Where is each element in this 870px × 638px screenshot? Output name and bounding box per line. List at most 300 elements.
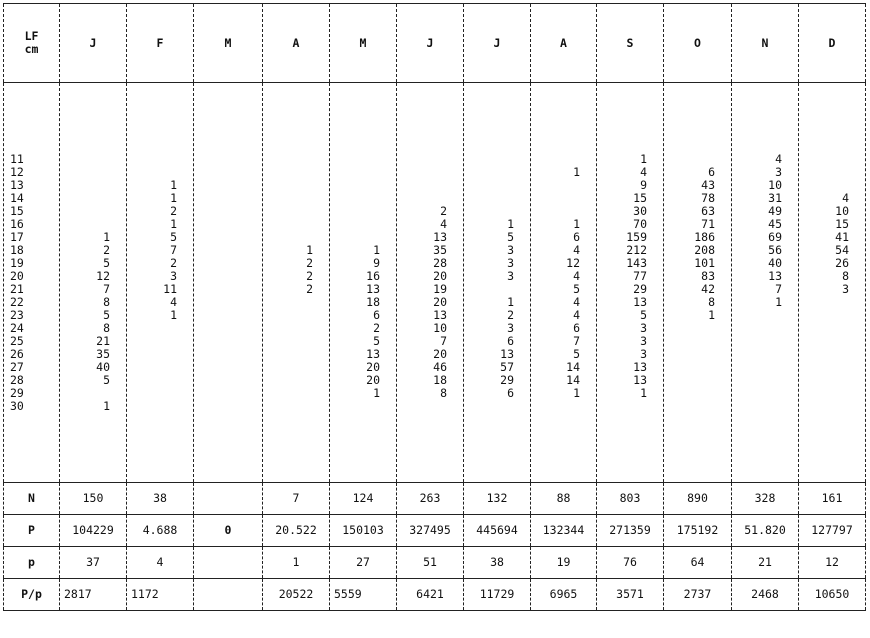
count-value: 49	[768, 203, 782, 218]
count-value	[732, 348, 782, 361]
count-value: 5	[507, 229, 514, 244]
lf-class-value: 18	[10, 242, 24, 257]
count-value: 4	[842, 190, 849, 205]
count-value: 5	[103, 372, 110, 387]
count-value: 3	[775, 164, 782, 179]
count-value	[664, 348, 715, 361]
count-value: 1	[507, 294, 514, 309]
summary-value: 38	[127, 483, 194, 515]
month-header: J	[464, 4, 531, 83]
summary-value: 124	[330, 483, 397, 515]
lf-class-value: 13	[10, 177, 24, 192]
count-value	[263, 348, 313, 361]
count-value: 1	[103, 229, 110, 244]
count-value: 20	[366, 372, 380, 387]
count-value: 6	[507, 385, 514, 400]
lf-class-value: 28	[10, 372, 24, 387]
count-value: 3	[640, 333, 647, 348]
count-value	[464, 283, 514, 296]
monthly-length-frequency-table-page	[1, 1, 869, 633]
month-count-column	[799, 83, 866, 483]
count-value: 10	[768, 177, 782, 192]
month-header: M	[194, 4, 263, 83]
row-label: p	[4, 547, 60, 579]
count-value	[799, 296, 849, 309]
p-count-row	[4, 547, 866, 579]
count-value: 10	[433, 320, 447, 335]
month-header: J	[397, 4, 464, 83]
length-frequency-table	[3, 3, 866, 611]
summary-value: 1172	[127, 579, 194, 611]
count-value: 143	[626, 255, 647, 270]
count-value: 7	[775, 281, 782, 296]
cm-unit-label: cm	[24, 42, 39, 56]
count-value	[732, 374, 782, 387]
count-value	[531, 153, 580, 166]
summary-value	[194, 579, 263, 611]
summary-value: 6421	[397, 579, 464, 611]
summary-value: 0	[194, 515, 263, 547]
count-value: 8	[708, 294, 715, 309]
count-value: 1	[507, 216, 514, 231]
count-value: 3	[507, 255, 514, 270]
count-value	[397, 166, 447, 179]
summary-value: 328	[732, 483, 799, 515]
lf-class-value: 20	[10, 268, 24, 283]
count-value: 5	[103, 255, 110, 270]
count-value	[732, 387, 782, 400]
lf-class-value: 30	[10, 398, 24, 413]
count-value	[732, 335, 782, 348]
count-value	[397, 153, 447, 166]
count-value: 14	[566, 359, 580, 374]
count-value: 26	[835, 255, 849, 270]
count-value: 9	[640, 177, 647, 192]
count-value: 4	[775, 151, 782, 166]
count-value	[330, 192, 380, 205]
summary-value: 104229	[60, 515, 127, 547]
summary-value: 150	[60, 483, 127, 515]
month-count-column	[531, 83, 597, 483]
count-value	[464, 166, 514, 179]
count-value: 1	[708, 307, 715, 322]
lf-label: LF	[24, 29, 39, 43]
row-label: N	[4, 483, 60, 515]
count-value: 1	[170, 307, 177, 322]
summary-value: 132	[464, 483, 531, 515]
count-value	[464, 192, 514, 205]
row-label: P/p	[4, 579, 60, 611]
count-value	[194, 231, 246, 244]
count-value: 13	[633, 294, 647, 309]
summary-value: 37	[60, 547, 127, 579]
count-value	[799, 361, 849, 374]
count-value: 41	[835, 229, 849, 244]
count-value	[799, 374, 849, 387]
count-value	[60, 387, 110, 400]
count-value	[397, 179, 447, 192]
count-value: 12	[566, 255, 580, 270]
count-value: 4	[440, 216, 447, 231]
count-value	[60, 166, 110, 179]
lf-class-value: 23	[10, 307, 24, 322]
count-value	[194, 348, 246, 361]
count-value	[464, 153, 514, 166]
count-value: 13	[433, 307, 447, 322]
count-value: 6	[708, 164, 715, 179]
lf-class-value: 25	[10, 333, 24, 348]
count-value: 70	[633, 216, 647, 231]
count-value	[664, 153, 715, 166]
count-value	[194, 153, 246, 166]
count-value	[194, 335, 246, 348]
month-header: D	[799, 4, 866, 83]
count-value	[127, 166, 177, 179]
count-value: 2	[306, 255, 313, 270]
count-value: 7	[440, 333, 447, 348]
summary-value: 11729	[464, 579, 531, 611]
count-value	[799, 335, 849, 348]
count-value: 43	[701, 177, 715, 192]
count-value	[397, 400, 447, 413]
count-value: 16	[366, 268, 380, 283]
count-value	[263, 387, 313, 400]
count-value: 2	[170, 203, 177, 218]
month-header: O	[664, 4, 732, 83]
count-value: 18	[433, 372, 447, 387]
count-value: 1	[373, 385, 380, 400]
count-value	[263, 335, 313, 348]
count-value	[531, 192, 580, 205]
count-value: 14	[566, 372, 580, 387]
p-ratio-row	[4, 579, 866, 611]
summary-value: 19	[531, 547, 597, 579]
count-value: 10	[835, 203, 849, 218]
lf-class-value: 27	[10, 359, 24, 374]
count-value	[263, 153, 313, 166]
count-value: 78	[701, 190, 715, 205]
count-value	[799, 309, 849, 322]
count-value	[263, 166, 313, 179]
count-value	[330, 153, 380, 166]
count-value: 9	[373, 255, 380, 270]
summary-value: 10650	[799, 579, 866, 611]
count-value	[664, 335, 715, 348]
summary-value: 175192	[664, 515, 732, 547]
count-value: 29	[633, 281, 647, 296]
count-value: 56	[768, 242, 782, 257]
count-value	[799, 322, 849, 335]
month-count-column	[330, 83, 397, 483]
count-value: 40	[768, 255, 782, 270]
count-value: 13	[366, 346, 380, 361]
lf-class-value: 21	[10, 281, 24, 296]
count-value	[194, 361, 246, 374]
count-value: 1	[573, 216, 580, 231]
summary-value: 4	[127, 547, 194, 579]
count-value	[799, 400, 849, 413]
summary-value: 76	[597, 547, 664, 579]
count-value	[194, 400, 246, 413]
count-value	[263, 374, 313, 387]
count-value	[60, 179, 110, 192]
count-value	[60, 192, 110, 205]
count-value: 21	[96, 333, 110, 348]
count-value	[127, 348, 177, 361]
count-value	[799, 166, 849, 179]
count-value: 13	[768, 268, 782, 283]
count-value: 1	[573, 164, 580, 179]
lf-class-value: 22	[10, 294, 24, 309]
summary-value: 3571	[597, 579, 664, 611]
count-value: 1	[306, 242, 313, 257]
count-value	[194, 322, 246, 335]
month-count-column	[732, 83, 799, 483]
count-value: 3	[170, 268, 177, 283]
count-value: 186	[694, 229, 715, 244]
count-value	[732, 309, 782, 322]
count-value	[194, 244, 246, 257]
count-value: 46	[433, 359, 447, 374]
summary-value: 12	[799, 547, 866, 579]
count-value: 20	[433, 268, 447, 283]
count-value: 71	[701, 216, 715, 231]
count-value: 18	[366, 294, 380, 309]
count-value: 2	[306, 268, 313, 283]
count-value: 1	[170, 177, 177, 192]
month-header: F	[127, 4, 194, 83]
month-header: M	[330, 4, 397, 83]
count-value: 6	[507, 333, 514, 348]
count-value: 6	[573, 229, 580, 244]
count-value	[127, 361, 177, 374]
count-value: 1	[775, 294, 782, 309]
count-value	[664, 361, 715, 374]
count-value: 4	[170, 294, 177, 309]
lf-class-value: 16	[10, 216, 24, 231]
summary-value: 7	[263, 483, 330, 515]
month-count-column	[194, 83, 263, 483]
count-value	[664, 322, 715, 335]
count-value: 5	[170, 229, 177, 244]
count-value: 30	[633, 203, 647, 218]
count-value	[194, 270, 246, 283]
count-value	[127, 400, 177, 413]
count-value: 20	[433, 294, 447, 309]
count-value: 2	[507, 307, 514, 322]
count-value: 7	[170, 242, 177, 257]
count-value	[60, 218, 110, 231]
summary-value: 150103	[330, 515, 397, 547]
summary-value: 1	[263, 547, 330, 579]
count-value: 8	[842, 268, 849, 283]
count-value	[127, 322, 177, 335]
count-value	[531, 400, 580, 413]
summary-value: 64	[664, 547, 732, 579]
month-header: N	[732, 4, 799, 83]
count-value	[127, 153, 177, 166]
count-value: 28	[433, 255, 447, 270]
count-value: 3	[507, 242, 514, 257]
header-row	[4, 4, 866, 83]
count-value	[799, 179, 849, 192]
count-value	[531, 179, 580, 192]
count-value: 5	[640, 307, 647, 322]
count-value: 2	[306, 281, 313, 296]
count-value: 15	[835, 216, 849, 231]
count-value	[732, 322, 782, 335]
count-value: 208	[694, 242, 715, 257]
p-weight-row	[4, 515, 866, 547]
count-value	[194, 309, 246, 322]
count-value	[330, 400, 380, 413]
count-value: 4	[573, 268, 580, 283]
count-value	[330, 166, 380, 179]
lf-class-value: 24	[10, 320, 24, 335]
count-value	[194, 296, 246, 309]
count-value	[732, 361, 782, 374]
count-value: 83	[701, 268, 715, 283]
lf-class-value: 17	[10, 229, 24, 244]
count-value	[464, 179, 514, 192]
month-header: A	[263, 4, 330, 83]
count-value	[263, 179, 313, 192]
count-value	[60, 205, 110, 218]
count-value	[194, 283, 246, 296]
lf-class-value: 26	[10, 346, 24, 361]
summary-value: 890	[664, 483, 732, 515]
count-value	[127, 374, 177, 387]
count-value: 1	[573, 385, 580, 400]
count-value: 2	[103, 242, 110, 257]
count-value: 5	[373, 333, 380, 348]
summary-value: 2468	[732, 579, 799, 611]
count-value	[330, 205, 380, 218]
count-value: 1	[103, 398, 110, 413]
count-value: 20	[433, 346, 447, 361]
count-value: 20	[366, 359, 380, 374]
count-value: 2	[440, 203, 447, 218]
count-value: 7	[103, 281, 110, 296]
summary-value: 2737	[664, 579, 732, 611]
count-value	[127, 335, 177, 348]
count-value: 6	[373, 307, 380, 322]
row-label: P	[4, 515, 60, 547]
count-value	[263, 218, 313, 231]
summary-value: 132344	[531, 515, 597, 547]
summary-value: 20.522	[263, 515, 330, 547]
count-value: 3	[842, 281, 849, 296]
count-value	[194, 166, 246, 179]
count-value: 69	[768, 229, 782, 244]
count-value: 63	[701, 203, 715, 218]
count-value	[263, 205, 313, 218]
lf-class-value: 29	[10, 385, 24, 400]
lf-class-value: 19	[10, 255, 24, 270]
count-value	[194, 205, 246, 218]
count-value	[664, 374, 715, 387]
count-value: 2	[373, 320, 380, 335]
count-value	[263, 192, 313, 205]
count-value: 35	[96, 346, 110, 361]
count-value	[597, 400, 647, 413]
count-value: 31	[768, 190, 782, 205]
count-value	[330, 179, 380, 192]
count-value: 57	[500, 359, 514, 374]
count-value: 8	[440, 385, 447, 400]
count-value	[263, 322, 313, 335]
month-header: J	[60, 4, 127, 83]
count-value	[664, 400, 715, 413]
summary-value: 38	[464, 547, 531, 579]
summary-value: 445694	[464, 515, 531, 547]
count-value	[531, 205, 580, 218]
count-value	[263, 296, 313, 309]
count-value: 1	[373, 242, 380, 257]
count-value	[194, 257, 246, 270]
count-value	[464, 400, 514, 413]
count-value	[799, 153, 849, 166]
count-value: 4	[573, 242, 580, 257]
month-count-column	[664, 83, 732, 483]
summary-value: 21	[732, 547, 799, 579]
count-value: 13	[633, 372, 647, 387]
summary-value: 6965	[531, 579, 597, 611]
n-total-row	[4, 483, 866, 515]
count-value: 2	[170, 255, 177, 270]
summary-value: 51.820	[732, 515, 799, 547]
lf-cm-header-cell	[4, 4, 60, 83]
summary-value: 4.688	[127, 515, 194, 547]
count-value: 4	[640, 164, 647, 179]
lf-class-column	[4, 83, 60, 483]
count-value	[127, 387, 177, 400]
count-value	[194, 218, 246, 231]
count-value: 3	[507, 320, 514, 335]
count-value: 45	[768, 216, 782, 231]
count-value	[799, 348, 849, 361]
count-value: 12	[96, 268, 110, 283]
count-value	[464, 205, 514, 218]
count-value: 1	[170, 216, 177, 231]
summary-value: 327495	[397, 515, 464, 547]
month-count-column	[263, 83, 330, 483]
summary-value	[194, 547, 263, 579]
count-value: 3	[640, 346, 647, 361]
month-count-column	[397, 83, 464, 483]
count-value: 13	[500, 346, 514, 361]
summary-value	[194, 483, 263, 515]
count-value: 4	[573, 294, 580, 309]
count-value: 159	[626, 229, 647, 244]
count-value	[664, 387, 715, 400]
summary-value: 20522	[263, 579, 330, 611]
summary-value: 127797	[799, 515, 866, 547]
count-value: 29	[500, 372, 514, 387]
summary-value: 88	[531, 483, 597, 515]
count-value: 40	[96, 359, 110, 374]
summary-value: 5559	[330, 579, 397, 611]
summary-value: 51	[397, 547, 464, 579]
month-count-column	[597, 83, 664, 483]
count-value	[799, 387, 849, 400]
count-value: 13	[366, 281, 380, 296]
summary-value: 803	[597, 483, 664, 515]
count-value	[263, 309, 313, 322]
count-value: 1	[640, 385, 647, 400]
count-value	[330, 218, 380, 231]
count-value: 3	[507, 268, 514, 283]
